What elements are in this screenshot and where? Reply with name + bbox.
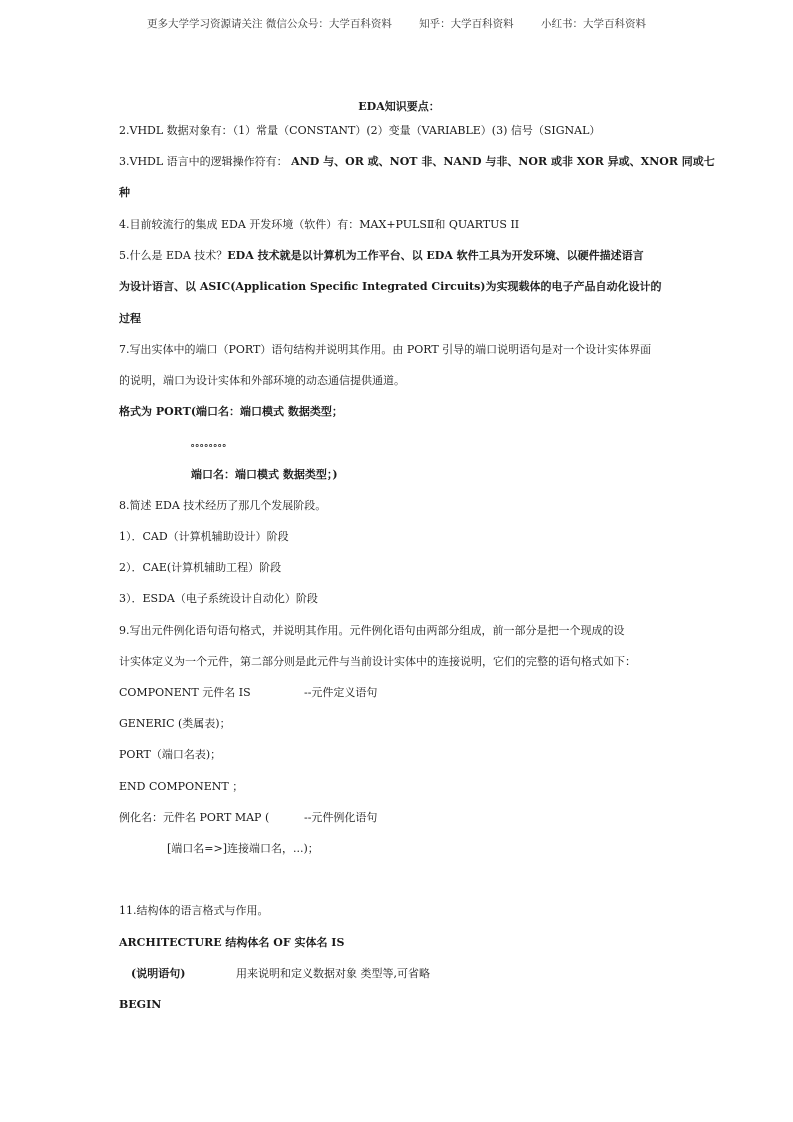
q5-text [119, 249, 644, 263]
q8-stage-1: 1）．CAD（计算机辅助设计）阶段 [119, 530, 289, 543]
q7-format: 格式为 PORT(端口名：端口模式 数据类型； [119, 405, 343, 418]
q11-text: 11.结构体的语言格式与作用。 [119, 904, 269, 917]
header-zhihu: 知乎：大学百科资料 [419, 18, 514, 30]
code-end-component-line: END COMPONENT ； [119, 780, 244, 793]
arch-begin: BEGIN [119, 998, 162, 1011]
code-port-line: PORT（端口名表)； [119, 748, 222, 761]
code-component-comment: --元件定义语句 [304, 686, 378, 699]
code-generic-line: GENERIC (类属表)； [119, 717, 231, 730]
q5-answer-3: 过程 [119, 312, 141, 325]
code-port-map-line: [端口名=>]连接端口名，...)； [167, 842, 319, 855]
q3-text [119, 155, 715, 169]
q9-text-2: 计实体定义为一个元件，第二部分则是此元件与当前设计实体中的连接说明，它们的完整的语句格式如下： [119, 655, 636, 668]
arch-decl-desc: 用来说明和定义数据对象 类型等,可省略 [236, 967, 430, 980]
q8-stage-3: 3）．ESDA（电子系统设计自动化）阶段 [119, 592, 318, 605]
header-xiaohongshu: 小红书：大学百科资料 [541, 18, 647, 30]
q8-stage-2: 2）．CAE(计算机辅助工程）阶段 [119, 561, 282, 574]
q3-prefix: 3.VHDL 语言中的逻辑操作符有： [119, 155, 288, 168]
page-header [0, 16, 793, 31]
q8-text: 8.简述 EDA 技术经历了那几个发展阶段。 [119, 499, 327, 512]
q7-format-end: 端口名：端口模式 数据类型；) [191, 468, 338, 481]
code-instance-comment: --元件例化语句 [304, 811, 378, 824]
q9-text-1: 9.写出元件例化语句语句格式，并说明其作用。元件例化语句由两部分组成，前一部分是把一个现成的设 [119, 624, 625, 637]
code-component-line [119, 686, 251, 700]
q7-text-2: 的说明，端口为设计实体和外部环境的动态通信提供通道。 [119, 374, 405, 387]
q5-answer-1: EDA 技术就是以计算机为工作平台、以 EDA 软件工具为开发环境、以硬件描述语言 [227, 249, 644, 262]
arch-line: ARCHITECTURE 结构体名 OF 实体名 IS [119, 936, 345, 949]
document-title: EDA知识要点： [358, 100, 440, 113]
q2-text: 2.VHDL 数据对象有：（1）常量（CONSTANT）(2）变量（VARIABLE）(3) 信号（SIGNAL） [119, 124, 601, 137]
code-instance-line: 例化名：元件名 PORT MAP ( [119, 811, 270, 824]
header-wechat: 更多大学学习资源请关注 微信公众号：大学百科资料 [146, 18, 392, 30]
q5-answer-2: 为设计语言、以 ASIC(Application Specific Integrated Circuits)为实现载体的电子产品自动化设计的 [119, 280, 662, 293]
q4-text: 4.目前较流行的集成 EDA 开发环境（软件）有：MAX+PULSⅡ和 QUARTUS II [119, 218, 520, 231]
code-component-decl: COMPONENT 元件名 IS [119, 686, 251, 699]
q7-text-1: 7.写出实体中的端口（PORT）语句结构并说明其作用。由 PORT 引导的端口说明语句是对一个设计实体界面 [119, 343, 652, 356]
q3-operators: AND 与、OR 或、NOT 非、NAND 与非、NOR 或非 XOR 异或、XNOR 同或七 [291, 155, 715, 168]
q7-ellipsis: 。。。。。。。。 [191, 439, 232, 449]
arch-decl-label: (说明语句) [131, 967, 186, 980]
q3-continuation: 种 [119, 186, 130, 199]
q5-prefix: 5.什么是 EDA 技术？ [119, 249, 228, 262]
